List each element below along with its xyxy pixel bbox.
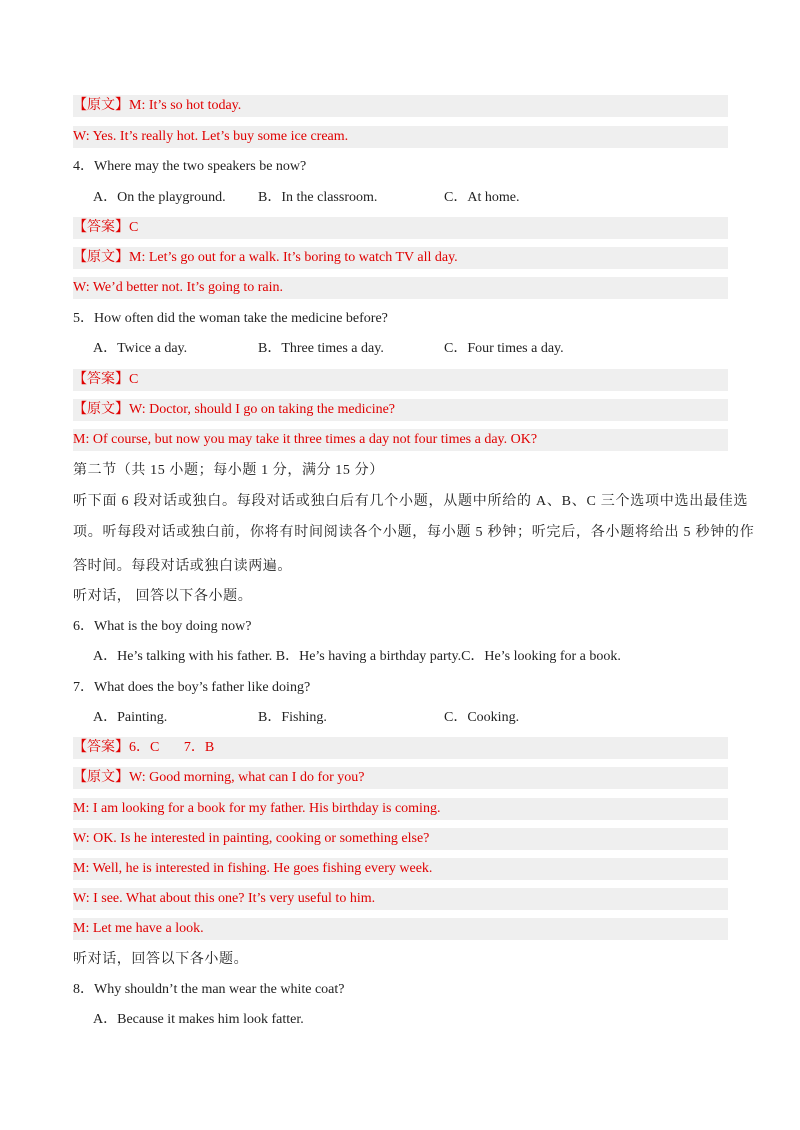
section-heading: 第二节（共 15 小题；每小题 1 分，满分 15 分） — [73, 463, 384, 478]
transcript-line — [73, 95, 728, 117]
answer-line — [73, 369, 728, 391]
instructions-line: 答时间。每段对话或独白读两遍。 — [73, 559, 292, 574]
option-b: B．Three times a day. — [258, 341, 384, 356]
option-c: C．Four times a day. — [444, 341, 564, 356]
answer-tag: 【答案】 — [73, 220, 129, 235]
option-b: B．Fishing. — [258, 710, 327, 725]
transcript-tag: 【原文】 — [73, 98, 129, 113]
option-c: C．Cooking. — [444, 710, 520, 725]
transcript-line: W: OK. Is he interested in painting, cooking or something else? — [73, 828, 728, 850]
instructions-line: 听下面 6 段对话或独白。每段对话或独白后有几个小题，从题中所给的 A、B、C 三个选项中选出最佳选 — [73, 494, 749, 509]
option-a: A．Twice a day. — [93, 341, 188, 356]
instructions-line: 项。听每段对话或独白前，你将有时间阅读各个小题，每小题 5 秒钟；听完后，各小题将给出 5 秒钟的作 — [73, 525, 755, 540]
question-5-options — [73, 338, 728, 360]
question-8: 8．Why shouldn’t the man wear the white coat? — [73, 982, 345, 997]
answer-tag: 【答案】 — [73, 740, 129, 755]
option-a: A．Painting. — [93, 710, 168, 725]
transcript-text: M: It’s so hot today. — [129, 98, 242, 113]
answer-tag: 【答案】 — [73, 372, 129, 387]
question-4: 4．Where may the two speakers be now? — [73, 159, 307, 174]
transcript-tag: 【原文】 — [73, 402, 129, 417]
listen-instruction: 听对话， 回答以下各小题。 — [73, 589, 253, 604]
question-7-options — [73, 707, 728, 729]
transcript-line — [73, 767, 728, 789]
transcript-line: M: Of course, but now you may take it three times a day not four times a day. OK? — [73, 429, 728, 451]
transcript-tag: 【原文】 — [73, 250, 129, 265]
option-c: C．At home. — [444, 190, 520, 205]
option-b: B．In the classroom. — [258, 190, 378, 205]
transcript-line — [73, 399, 728, 421]
question-8-option-a: A．Because it makes him look fatter. — [93, 1012, 304, 1027]
transcript-line: M: Let me have a look. — [73, 918, 728, 940]
listen-instruction: 听对话，回答以下各小题。 — [73, 952, 249, 967]
transcript-text: W: Good morning, what can I do for you? — [129, 770, 365, 785]
answer-value: 6．C 7．B — [129, 740, 215, 755]
answer-value: C — [129, 220, 139, 235]
transcript-line — [73, 247, 728, 269]
transcript-tag: 【原文】 — [73, 770, 129, 785]
transcript-line: W: Yes. It’s really hot. Let’s buy some ice cream. — [73, 126, 728, 148]
question-7: 7．What does the boy’s father like doing? — [73, 680, 311, 695]
question-6-options: A．He’s talking with his father. B．He’s having a birthday party.C．He’s looking for a book. — [93, 649, 621, 664]
question-4-options — [73, 187, 728, 209]
transcript-text: W: Doctor, should I go on taking the medicine? — [129, 402, 396, 417]
answer-line — [73, 217, 728, 239]
transcript-line: W: We’d better not. It’s going to rain. — [73, 277, 728, 299]
answer-value: C — [129, 372, 139, 387]
transcript-line: M: I am looking for a book for my father. His birthday is coming. — [73, 798, 728, 820]
option-a: A．On the playground. — [93, 190, 226, 205]
transcript-line: M: Well, he is interested in fishing. He goes fishing every week. — [73, 858, 728, 880]
answer-line — [73, 737, 728, 759]
transcript-line: W: I see. What about this one? It’s very useful to him. — [73, 888, 728, 910]
transcript-text: M: Let’s go out for a walk. It’s boring to watch TV all day. — [129, 250, 458, 265]
question-5: 5．How often did the woman take the medicine before? — [73, 311, 388, 326]
question-6: 6．What is the boy doing now? — [73, 619, 252, 634]
